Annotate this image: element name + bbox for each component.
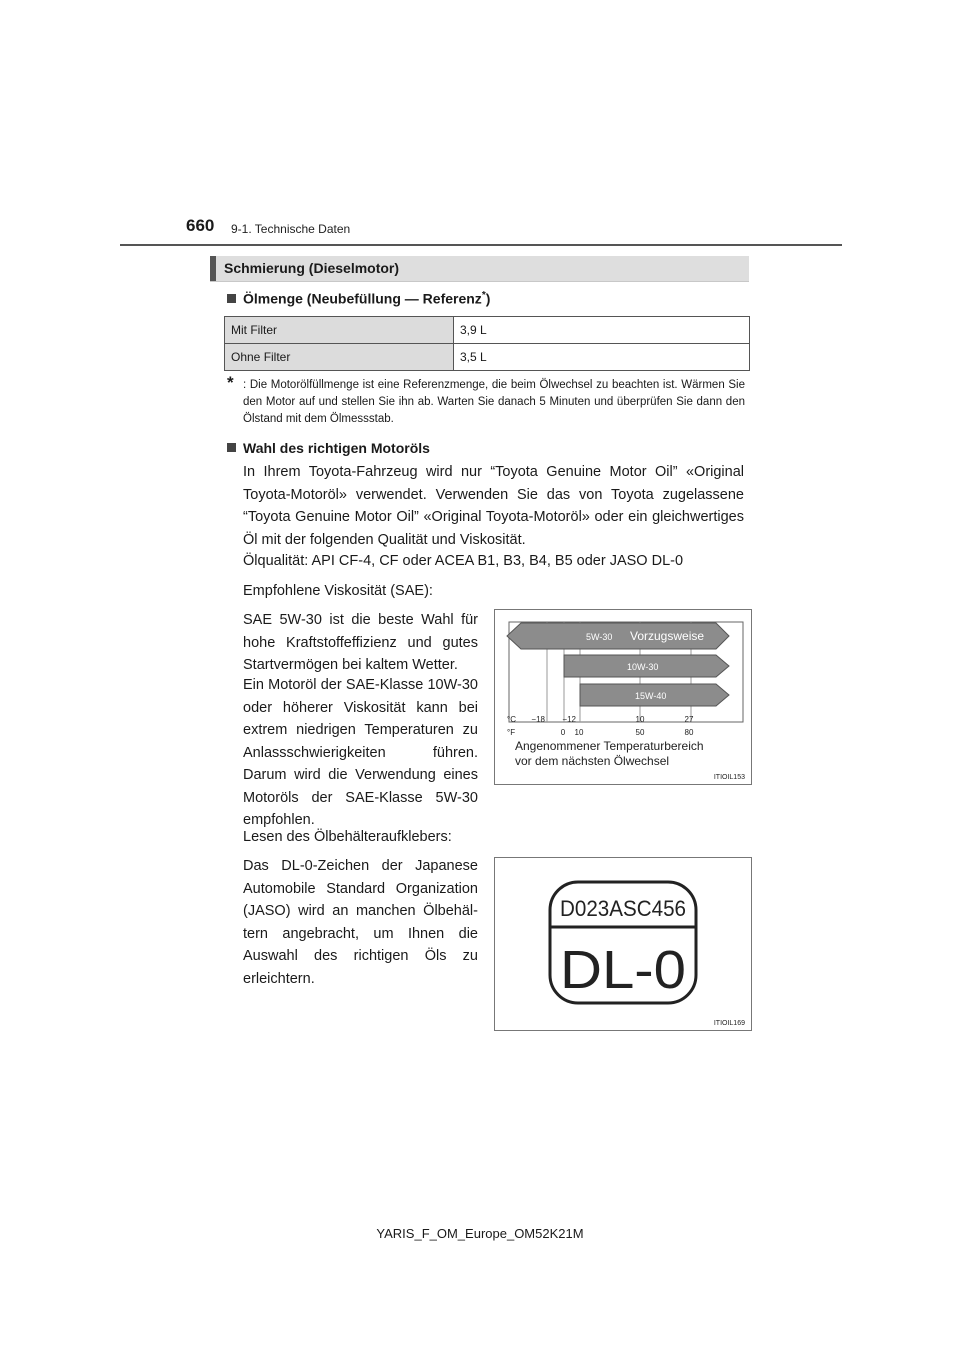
tick-f-50: 50 [635,728,645,737]
table-cell-label: Mit Filter [225,317,454,344]
fahrenheit-unit: °F [507,728,516,737]
oil-quality-text: Ölqualität: API CF-4, CF oder ACEA B1, B3, B4, B5 oder JASO DL-0 [243,553,684,569]
viscosity-paragraph-2: Ein Motoröl der SAE-Klasse 10W-30 oder höherer Viskosität kann bei extrem niedrigen Temperaturen zu Anlassschwierigkeiten führen. Darum wird die Verwendung eines Motoröls der SAE-Klasse 5W-30 empfohlen. [243,677,478,828]
table-row [225,317,750,344]
table-row [225,344,750,371]
figure-caption-line-1: Angenommener Temperaturbereich [515,739,704,753]
figure-caption-line-2: vor dem nächsten Ölwechsel [515,754,670,768]
page-number: 660 [186,216,215,235]
bar-label-10w30: 10W-30 [627,662,659,672]
square-bullet-icon [227,294,236,303]
tick-c-minus12: −12 [562,715,576,724]
table-cell-value: 3,9 L [454,317,750,344]
figure-code: ITIOIL169 [713,1020,745,1027]
figure-code: ITIOIL153 [713,774,745,781]
footnote-star: * [227,373,234,392]
celsius-unit: °C [507,715,516,724]
tick-c-10: 10 [635,715,645,724]
table-cell-label: Ohne Filter [225,344,454,371]
oil-quantity-table [224,316,750,371]
section-title-bar [210,256,749,282]
oil-selection-intro: In Ihrem Toyota-Fahrzeug wird nur “Toyota Genuine Motor Oil” «Original Toyota-Motoröl» verwendet. Verwenden Sie das von Toyota zugelassene “Toyota Genuine Motor Oil” «Original Toyota-Motoröl» oder ein gleichwertiges Öl mit der folgenden Qualität und Viskosität. [243,464,744,548]
bar-label-5w30: 5W-30 [586,632,613,642]
footnote-text: : Die Motorölfüllmenge ist eine Referenzmenge, die beim Ölwechsel zu beachten ist. Wärmen Sie den Motor auf und stellen Sie ihn ab. Warten Sie danach 5 Minuten und überprüfen Sie dann den Ölstand mit dem Ölmessstab. [243,379,745,425]
footer-text: YARIS_F_OM_Europe_OM52K21M [376,1226,584,1241]
tick-f-10: 10 [574,728,584,737]
jaso-paragraph: Das DL-0-Zeichen der Japanese Automobile Standard Organization (JASO) wird an manchen Ölbehältern angebracht, um Ihnen die Auswahl des richtigen Öls zu erleichtern. [243,858,478,987]
sticker-grade-text: DL-0 [560,940,686,1000]
oil-quantity-heading: Ölmenge (Neubefüllung — Referenz*) [227,290,490,307]
section-marker [210,256,216,281]
oil-selection-heading: Wahl des richtigen Motoröls [227,440,430,456]
bar-label-15w40: 15W-40 [635,691,667,701]
chapter-label: 9-1. Technische Daten [231,222,351,236]
sticker-code-text: D023ASC456 [560,896,686,921]
square-bullet-icon [227,443,236,452]
tick-f-80: 80 [684,728,694,737]
viscosity-figure [494,609,752,785]
footnote [227,373,745,428]
header-rule [120,244,842,246]
tick-c-27: 27 [684,715,694,724]
viscosity-label: Empfohlene Viskosität (SAE): [243,583,433,599]
jaso-figure [494,857,752,1031]
sticker-label: Lesen des Ölbehälteraufklebers: [243,829,452,845]
viscosity-paragraph-1: SAE 5W-30 ist die beste Wahl für hohe Kraftstoffeffizienz und gutes Startvermögen bei kaltem Wetter. [243,612,478,673]
jaso-sticker [495,858,751,1030]
viscosity-chart [495,610,751,784]
table-cell-value: 3,5 L [454,344,750,371]
section-title: Schmierung (Dieselmotor) [224,260,400,276]
bar-note-preferred: Vorzugsweise [630,629,705,643]
tick-f-0: 0 [560,728,566,737]
tick-c-minus18: −18 [531,715,545,724]
